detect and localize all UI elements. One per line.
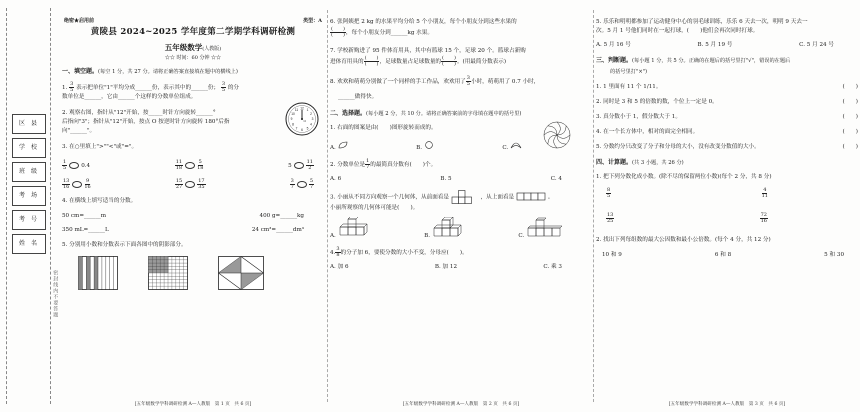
page-3 [596,0,858,412]
section-choice [330,110,592,118]
svg-text:1: 1 [306,107,309,112]
option-b[interactable]: B. 5 [440,176,452,183]
q-text: 的分子加 6，要使分数的大小不变，分母应( )。 [340,250,468,257]
choice-4-options [330,264,592,271]
compare-circle[interactable] [185,162,195,169]
binding-line [6,8,7,404]
section-note: (共 3 小题，共 26 分) [632,159,684,166]
svg-text:9: 9 [290,117,293,122]
denominator: 27 [175,183,183,190]
section-title: 二、选择题。 [330,109,367,117]
denominator: 18 [197,164,204,171]
question-4: 4. 在横线上填写适当的分数。 [62,197,137,204]
q-text: 的分 [227,85,240,91]
svg-text:2: 2 [310,111,312,116]
numerator: 3 [70,81,74,87]
q-text: 后指向"3"；指针从"12"开始，按点 O 按逆时针方向旋转 180°后指 [62,118,230,125]
district-box[interactable]: 区 县 [12,114,46,134]
denominator: 25 [607,218,614,225]
svg-text:6: 6 [301,127,303,132]
compare-value: 5 [288,162,292,169]
compare-item [288,160,314,171]
svg-text:10: 10 [291,111,295,116]
judge-text: 4. 在一个长方体中，相对的面完全相同。 [596,128,699,135]
judge-answer[interactable]: ( ) [842,113,858,120]
choice-3-options [330,217,592,240]
choice-5-options [596,42,858,49]
denominator: 18 [175,164,183,171]
judge-text: 3. 真分数小于 1，假分数大于 1。 [596,113,681,120]
numerator: 3 [221,81,226,87]
fraction [606,188,611,199]
choice-1 [330,124,592,133]
choice-3 [330,190,592,213]
numerator: 15 [175,177,183,184]
page-footer: [五年级数学学科调研检测 A—人教版 第 1 页 共 6 页] [134,402,252,408]
judge-item [596,144,858,151]
compare-item [62,160,90,171]
fraction [606,213,614,224]
q-text: 5. 乐乐和明明都参加了运动健身中心的羽毛球训练，乐乐 6 天去一次，明明 9 天去一 [596,19,808,25]
judge-answer[interactable]: ( ) [842,128,858,135]
choice-4 [330,247,592,258]
q-text: 2. 分数单位是 [330,162,366,169]
q-text: 小丽所观察的几何体可能是( )。 [330,205,419,212]
section-note: (每小题 1 分，共 5 分。正确的在题后的括号里打"√"，错误的在题后 [632,57,791,64]
circle-shape-icon [424,141,434,149]
q-text: ，足球数量占足球数量的 [379,58,442,65]
time-line: ☆☆ 时间：60 分钟 ☆☆ [164,55,222,62]
unit-item: 50 cm=______m [62,212,107,219]
page-1 [62,0,324,412]
q-text: 数单位是______，它由______个这样的分数单位组成。 [62,94,197,100]
option-label: A. [330,145,336,152]
numerator: 9 [85,177,90,184]
q-text: 小时，萌萌用了 0.7 小时， [470,78,540,85]
question-2 [62,106,324,136]
question-6 [330,18,592,38]
option-c[interactable]: C. 乘 3 [543,264,562,271]
cube-solid-a-icon [338,217,374,237]
cube-solid-b-icon [432,217,468,237]
fraction [221,82,226,93]
q-text: 向"______"。 [62,127,96,134]
page-divider [327,10,328,402]
option-label: B. [424,233,431,240]
option-c[interactable] [518,217,562,240]
q-text: 表示把单位"1"平均分成______份，表示其中的______份； [76,85,220,91]
binding-line [50,8,51,404]
judge-text: 2. 同时是 3 和 5 的倍数的数，个位上一定是 0。 [596,98,718,105]
option-b[interactable]: B. 5 月 19 号 [697,41,733,48]
compare-row [62,179,324,190]
compare-item [62,179,91,190]
name-box[interactable]: 姓 名 [12,234,46,254]
denominator: 11 [761,193,768,200]
q-text: 次。5 月 1 号他们同时在一起打球，( )他们会再次同时打球。 [596,27,759,34]
option-b[interactable] [424,217,468,240]
numerator: 72 [760,212,767,219]
petal-shape-icon [338,141,348,149]
fraction [762,188,768,199]
diamond-figure [218,256,264,290]
svg-text:5: 5 [306,126,309,131]
binding-strip [0,0,58,412]
choice-5 [596,18,858,36]
numerator: 3 [336,246,340,253]
section-note: (每空 1 分，共 27 分。请将正确答案直接填在题中的横线上) [98,68,238,75]
denominator: 16 [63,183,70,190]
option-a[interactable] [330,141,348,152]
exam-title: 黄陵县 2024~2025 学年度第二学期学科调研检测 [90,27,296,38]
page-2 [330,0,592,412]
judge-item [596,84,858,91]
q-text: ，每个小朋友分到______kg 水果。 [345,29,433,36]
compare-circle[interactable] [72,181,82,188]
q-number: 1. [62,85,68,91]
q-text: 进体育用具的 [330,58,364,65]
q-text: ，从上面看是 [480,194,515,201]
numerator: 1 [366,158,370,165]
option-c[interactable] [502,141,522,152]
compare-circle[interactable] [294,162,304,169]
q-text: 3. 小丽从不同方向观察一个几何体，从前面看是 [330,194,449,201]
svg-text:O: O [303,118,306,123]
option-a[interactable] [330,217,374,240]
denominator: 16 [84,183,91,190]
numerator: 4 [763,187,767,194]
denominator: 7 [290,183,294,190]
unit-row [62,227,324,234]
denominator: 5 [63,164,67,171]
option-b[interactable]: B. 加 12 [434,264,458,271]
denominator: 5 [607,193,611,200]
choice-2 [330,159,592,170]
question-7 [330,47,592,67]
svg-text:4: 4 [310,122,312,127]
striped-rectangle-figure [78,256,118,290]
number-pair: 10 和 9 [602,252,622,259]
fraction-blank[interactable]: $\frac{( )}{( )}$ [331,25,345,38]
top-view-figure [516,192,546,202]
q-text: 7. 学校新购进了 95 件体育用具，其中有篮球 15 个，足球 20 个。篮球占新购 [330,47,526,54]
numerator: 17 [198,177,205,184]
q-text: 的最简真分数有( )个。 [370,162,437,169]
section-judge [596,57,858,76]
judge-answer[interactable]: ( ) [842,83,858,90]
class-box[interactable]: 班 级 [12,162,46,182]
calc-row [596,188,858,199]
option-b[interactable] [416,141,434,152]
q-text: 8. 欢欢和萌萌分别做了一个同样的手工作品，欢欢用了 [330,78,466,85]
option-a[interactable]: A. 6 [330,176,342,183]
seal-line-note: 密封线内不要答题 [52,270,59,318]
shading-figures [62,256,324,290]
unit-row [62,213,324,220]
page-footer: [五年级数学学科调研检测 A—人教版 第 2 页 共 6 页] [402,402,520,408]
compare-item [175,179,206,190]
compare-value: 0.4 [81,162,91,169]
denominator: 5 [70,87,74,93]
q-text: 6. 张阿姨把 2 kg 的水果平均分给 5 个小朋友，每个小朋友分到这些水果的 [330,19,517,25]
svg-text:12: 12 [300,106,304,111]
fraction-blank[interactable]: $\frac{( )}{( )}$ [364,54,379,67]
compare-row [62,160,324,171]
option-a[interactable]: A. 5 月 16 号 [596,41,631,48]
compare-circle[interactable] [69,162,79,169]
section-title: 四、计算题。 [596,158,633,166]
q-text: 4. [330,250,336,257]
exam-subtitle [62,43,324,52]
q-text: ______做得快。 [338,93,378,100]
unit-item: 350 mL=______L [62,226,109,233]
option-label: C. [518,233,525,240]
page-footer: [五年级数学学科调研检测 A—人教版 第 3 页 共 6 页] [668,402,786,408]
denominator: 16 [760,218,767,225]
numerator: 5 [198,158,202,165]
subject-label: 五年级数学 [164,42,203,52]
numerator: 11 [175,158,183,165]
calc-row [596,252,858,259]
option-label: C. [502,145,509,152]
exam-number-box[interactable]: 考 号 [12,210,46,230]
q-text: 。(用最简分数表示) [456,58,507,65]
section-note: 的括号里打"×") [610,69,648,76]
denominator: 5 [466,80,470,87]
numerator: 3 [290,177,294,184]
compare-item [290,179,314,190]
section-title: 三、判断题。 [596,56,633,64]
swirl-pattern-figure [542,120,572,150]
question-8 [330,76,592,102]
calc-row [596,213,858,224]
denominator: 5 [221,87,226,93]
calc-2: 2. 找出下列每组数的最大公因数和最小公倍数。(每个 4 分，共 12 分) [596,237,771,244]
judge-item [596,114,858,121]
compare-circle[interactable] [297,181,307,188]
judge-item [596,99,858,106]
svg-text:7: 7 [295,126,298,131]
question-1 [62,82,324,102]
exam-type-label: 类型：A [303,18,322,24]
option-a[interactable]: A. 加 6 [330,264,349,271]
svg-text:3: 3 [311,117,314,122]
arc-shape-icon [510,141,522,149]
fraction [760,213,768,224]
unit-item: 24 cm³=______dm³ [251,226,304,233]
page-divider [593,10,594,402]
front-view-figure [451,190,479,204]
q-text: 2. 观察右图，指针从"12"开始，按_____时针方向旋转______° [62,109,216,116]
denominator: 8 [336,252,340,259]
numerator: 8 [607,187,611,194]
fraction-blank[interactable]: $\frac{( )}{( )}$ [442,54,456,67]
denominator: 7 [366,164,370,171]
numerator: 3 [466,74,470,81]
judge-item [596,129,858,136]
confidential-label: 绝密★启用前 [64,18,95,24]
option-label: B. [416,145,423,152]
judge-answer[interactable]: ( ) [842,143,858,150]
compare-circle[interactable] [185,181,195,188]
numerator: 13 [607,212,614,219]
question-3: 3. 在○里填上">""<"或"="。 [62,143,138,150]
numerator: 11 [306,158,313,165]
section-title: 一、填空题。 [62,67,99,75]
svg-text:11: 11 [294,107,299,112]
section-calc [596,159,858,167]
option-label: A. [330,233,336,240]
edition-label: (人教版) [202,45,222,52]
unit-item: 400 g=______kg [259,212,304,219]
clock-icon [284,101,320,137]
numerator: 13 [63,177,70,184]
option-c[interactable]: C. 5 月 24 号 [799,41,834,48]
compare-item [175,160,204,171]
number-pair: 5 和 30 [824,252,844,259]
denominator: 35 [198,183,205,190]
q-text: 1. 右面的图案是由( )图形旋转而成的。 [330,125,437,132]
exam-room-box[interactable]: 考 场 [12,186,46,206]
calc-1: 1. 把下列分数化成小数。(除不尽的保留两位小数)(每个 2 分，共 8 分) [596,174,772,181]
section-fill-in [62,68,324,76]
numerator: 1 [63,158,67,165]
question-5: 5. 分别用小数和分数表示下面各图中的阴影部分。 [62,241,187,248]
judge-text: 5. 分数约分只改变了分子和分母的大小，没有改变分数值的大小。 [596,143,760,150]
number-pair: 6 和 8 [714,252,732,259]
cube-solid-c-icon [526,217,562,237]
fraction [69,82,74,93]
option-c[interactable]: C. 4 [550,176,562,183]
denominator: 7 [309,183,313,190]
numerator: 5 [309,177,313,184]
choice-2-options [330,176,592,183]
svg-text:8: 8 [292,122,294,127]
judge-text: 1. 1 里面有 11 个 1/11。 [596,83,662,90]
grid-figure [148,256,188,290]
denominator: 2 [308,164,312,171]
school-box[interactable]: 学 校 [12,138,46,158]
q-text: 。 [547,194,554,201]
judge-answer[interactable]: ( ) [842,98,858,105]
section-note: (每小题 2 分，共 10 分。请将正确答案前的字母填在题中的括号里) [366,110,522,117]
